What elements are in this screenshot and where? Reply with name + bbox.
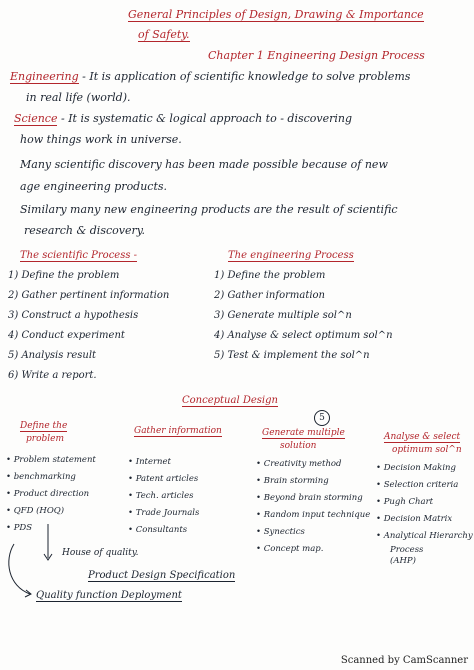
page-title-continued: of Safety. [138,28,190,41]
list-item: • PDS [6,523,33,533]
list-item: (AHP) [390,556,416,566]
col1-title: Define the [20,421,68,431]
paragraph-2: Similary many new engineering products are the result of scientific [20,203,398,216]
list-item: • Analytical Hierarchy [376,531,473,541]
list-item: • Problem statement [6,455,96,465]
list-item: • Internet [128,457,171,467]
scientific-process-list [8,266,169,386]
list-item: 5) Test & implement the sol^n [214,350,370,361]
house-of-quality-note: House of quality. [62,548,139,558]
conceptual-design-title: Conceptual Design [182,395,278,406]
paragraph-2-continued: research & discovery. [24,224,145,237]
list-item: • Consultants [128,525,188,535]
list-item: • Creativity method [256,459,342,469]
list-item: 1) Define the problem [8,270,120,281]
engineering-text: - It is application of scientific knowledge to solve problems [78,70,411,83]
paragraph-1: Many scientific discovery has been made possible because of new [20,158,388,171]
pds-note: Product Design Specification [88,570,236,581]
page-title: General Principles of Design, Drawing & Importance [128,8,424,21]
list-item: • Decision Matrix [376,514,453,524]
col2-title: Gather information [134,426,222,436]
list-item: • Decision Making [376,463,456,473]
list-item: • Product direction [6,489,90,499]
science-definition [14,112,352,125]
engineering-process-list [214,266,393,366]
science-text: - It is systematic & logical approach to - discovering [57,112,353,125]
list-item: 5) Analysis result [8,350,97,361]
col3-title-continued: solution [280,441,317,451]
col3-title: Generate multiple [262,428,345,438]
engineering-text-continued: in real life (world). [26,91,131,104]
list-item: • Selection criteria [376,480,459,490]
list-item: • benchmarking [6,472,76,482]
engineering-definition [10,70,410,83]
list-item: 3) Generate multiple sol^n [214,310,352,321]
qfd-note: Quality function Deployment [36,590,182,601]
list-item: • Pugh Chart [376,497,434,507]
list-item: 4) Analyse & select optimum sol^n [214,330,393,341]
col4-title: Analyse & select [384,432,461,442]
list-item: • Concept map. [256,544,324,554]
list-item: • Random input technique [256,510,371,520]
list-item: 1) Define the problem [214,270,326,281]
list-item: • Synectics [256,527,305,537]
list-item: • QFD (HOQ) [6,506,65,516]
chapter-heading: Chapter 1 Engineering Design Process [208,49,425,62]
scanner-watermark: Scanned by CamScanner [340,655,468,666]
list-item: • Brain storming [256,476,329,486]
col1-title-continued: problem [26,434,64,444]
list-item: • Beyond brain storming [256,493,363,503]
list-item: 2) Gather information [214,290,325,301]
science-text-continued: how things work in universe. [20,133,182,146]
circle-number-badge: 5 [314,410,330,426]
list-item: • Patent articles [128,474,199,484]
list-item: Process [390,545,424,555]
list-item: 2) Gather pertinent information [8,290,170,301]
col4-title-continued: optimum sol^n [392,445,462,455]
list-item: • Tech. articles [128,491,194,501]
paragraph-1-continued: age engineering products. [20,180,168,193]
list-item: 6) Write a report. [8,370,97,381]
list-item: 3) Construct a hypothesis [8,310,139,321]
engineering-term: Engineering [10,70,79,83]
list-item: • Trade Journals [128,508,200,518]
engineering-process-title: The engineering Process [228,250,354,261]
list-item: 4) Conduct experiment [8,330,125,341]
scientific-process-title: The scientific Process - [20,250,138,261]
science-term: Science [14,112,58,125]
